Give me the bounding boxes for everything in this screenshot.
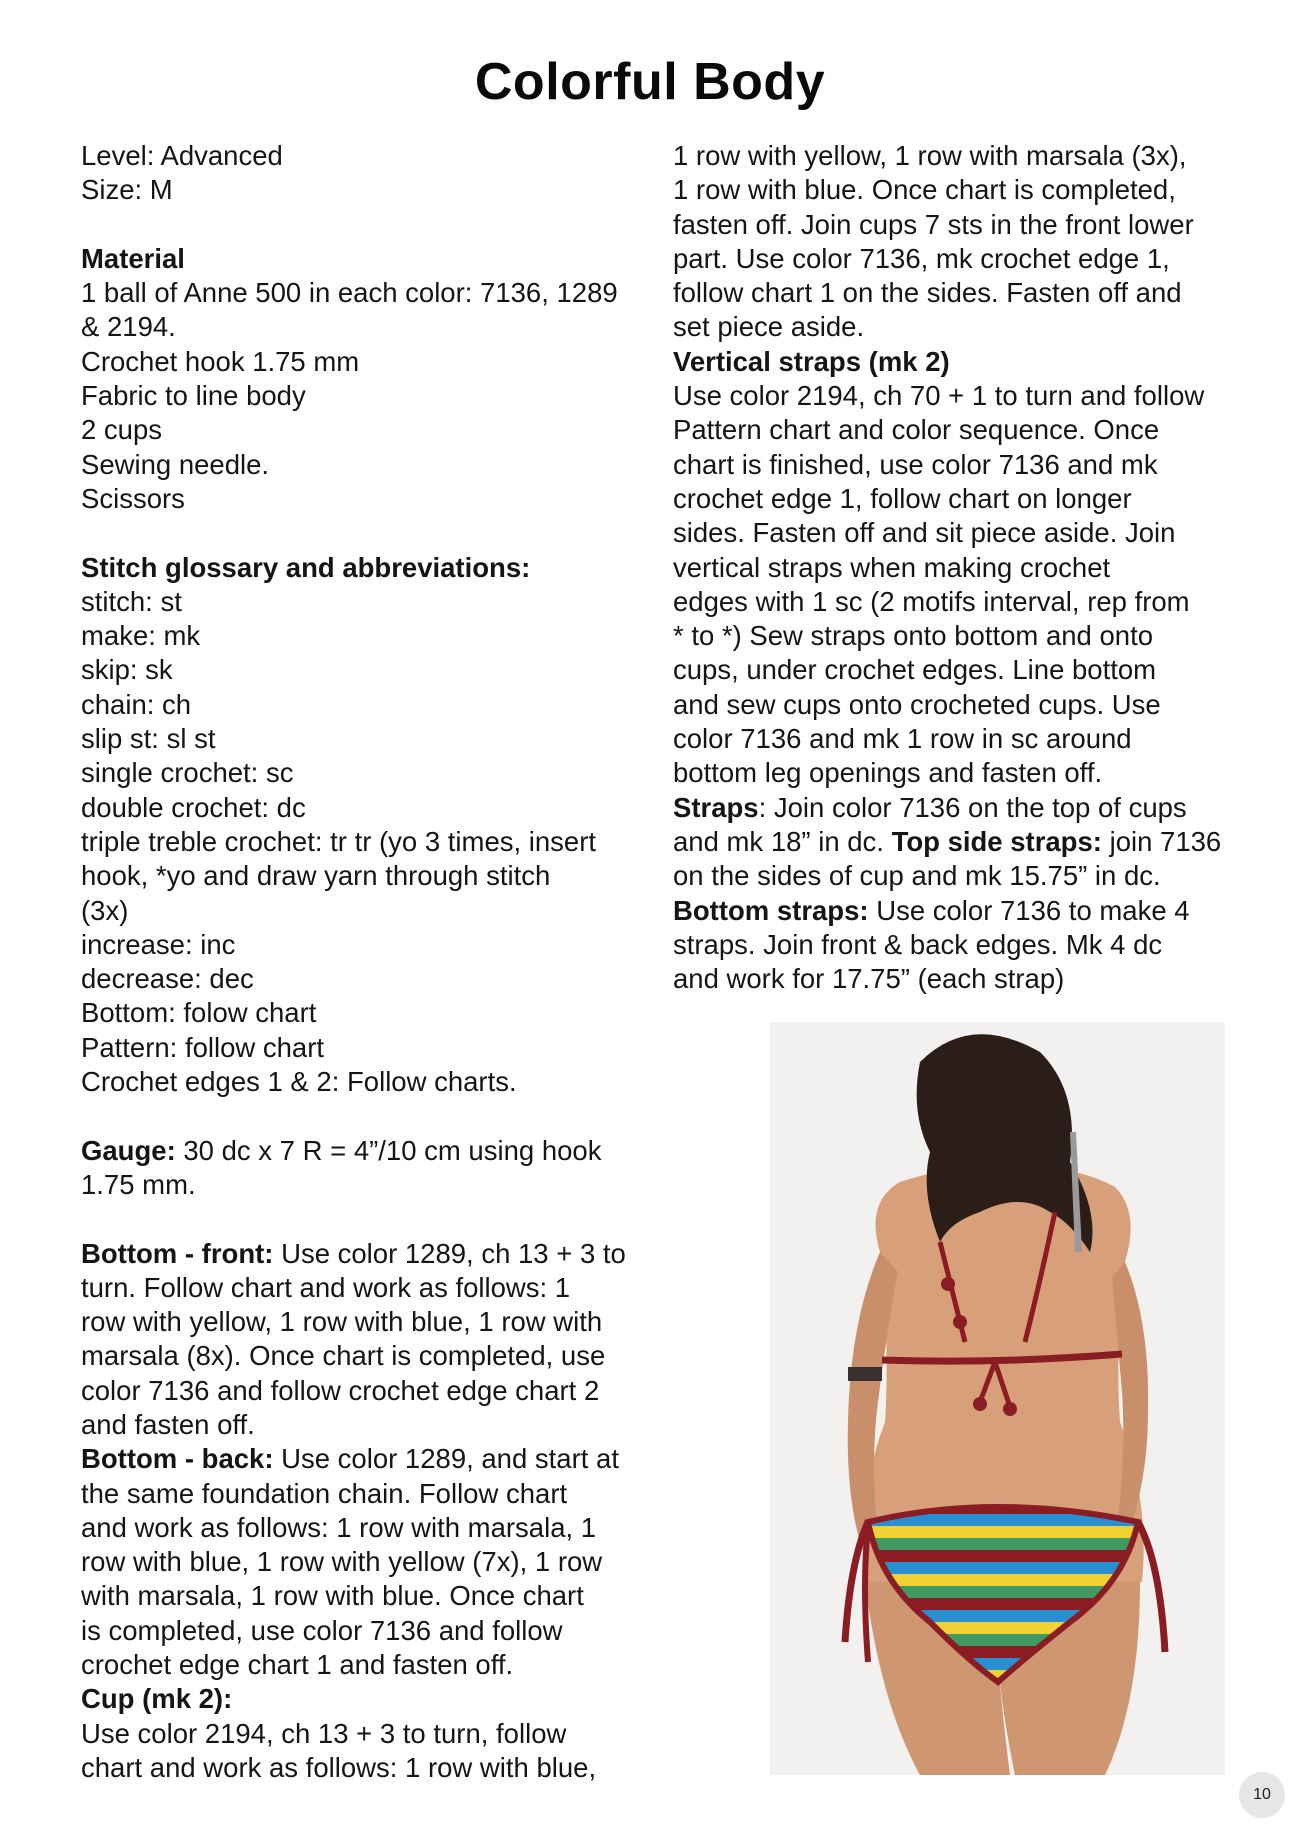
model-illustration	[770, 1022, 1225, 1775]
glossary-item: chain: ch	[81, 688, 192, 720]
bottom-back-line: is completed, use color 7136 and follow	[81, 1614, 563, 1646]
material-heading: Material	[81, 242, 185, 274]
vertical-straps-line: cups, under crochet edges. Line bottom	[673, 654, 1157, 686]
glossary-item: skip: sk	[81, 654, 173, 686]
glossary-item: Crochet edges 1 & 2: Follow charts.	[81, 1066, 517, 1098]
vertical-straps-line: crochet edge 1, follow chart on longer	[673, 482, 1132, 514]
glossary-item: increase: inc	[81, 928, 236, 960]
vertical-straps-line: bottom leg openings and fasten off.	[673, 757, 1103, 789]
vertical-straps-line: color 7136 and mk 1 row in sc around	[673, 723, 1132, 755]
glossary-item: single crochet: sc	[81, 757, 294, 789]
top-side-straps-label: Top side straps:	[891, 825, 1102, 857]
cup-heading: Cup (mk 2):	[81, 1683, 233, 1715]
bottom-front-line: color 7136 and follow crochet edge chart 2	[81, 1374, 600, 1406]
glossary-item: (3x)	[81, 894, 129, 926]
page-number-badge	[1239, 1772, 1285, 1818]
material-item: Crochet hook 1.75 mm	[81, 345, 360, 377]
straps-line	[673, 791, 1233, 825]
bottom-back-line	[81, 1442, 641, 1476]
top-side-straps-text: join 7136	[1101, 825, 1222, 857]
straps-label: Straps	[673, 791, 759, 823]
bottom-straps-line: and work for 17.75” (each strap)	[673, 963, 1065, 995]
glossary-item: triple treble crochet: tr tr (yo 3 times, insert	[81, 825, 597, 857]
glossary-item: Pattern: follow chart	[81, 1031, 325, 1063]
cup-cont-line: set piece aside.	[673, 311, 865, 343]
vertical-straps-line: Use color 2194, ch 70 + 1 to turn and follow	[673, 380, 1205, 412]
cup-cont-line: fasten off. Join cups 7 sts in the front lower	[673, 208, 1194, 240]
bottom-front-line: row with yellow, 1 row with blue, 1 row with	[81, 1306, 603, 1338]
page-number: 10	[1253, 1786, 1271, 1803]
material-item: Scissors	[81, 482, 185, 514]
bottom-front-text: Use color 1289, ch 13 + 3 to	[273, 1237, 626, 1269]
right-column	[673, 139, 1233, 996]
bottom-back-line: with marsala, 1 row with blue. Once chart	[81, 1580, 584, 1612]
cup-cont-line: part. Use color 7136, mk crochet edge 1,	[673, 242, 1170, 274]
straps-text: : Join color 7136 on the top of cups	[758, 791, 1187, 823]
bottom-back-line: the same foundation chain. Follow chart	[81, 1477, 568, 1509]
material-item: & 2194.	[81, 311, 176, 343]
bottom-straps-line	[673, 894, 1233, 928]
top-side-straps-line	[673, 825, 1233, 859]
gauge-label: Gauge:	[81, 1134, 176, 1166]
vertical-straps-line: and sew cups onto crocheted cups. Use	[673, 688, 1161, 720]
vertical-straps-line: * to *) Sew straps onto bottom and onto	[673, 620, 1154, 652]
cup-line: chart and work as follows: 1 row with blue,	[81, 1751, 597, 1783]
bottom-back-line: crochet edge chart 1 and fasten off.	[81, 1649, 514, 1681]
bottom-front-line: turn. Follow chart and work as follows: 1	[81, 1271, 571, 1303]
vertical-straps-line: Pattern chart and color sequence. Once	[673, 414, 1160, 446]
level-text: Level: Advanced	[81, 140, 283, 171]
glossary-item: slip st: sl st	[81, 723, 216, 755]
material-item: 1 ball of Anne 500 in each color: 7136, 1289	[81, 277, 618, 309]
model-photo	[770, 1022, 1225, 1775]
glossary-item: make: mk	[81, 620, 201, 652]
vertical-straps-heading: Vertical straps (mk 2)	[673, 345, 950, 377]
bottom-straps-line: straps. Join front & back edges. Mk 4 dc	[673, 928, 1163, 960]
bottom-straps-label: Bottom straps:	[673, 894, 869, 926]
vertical-straps-line: edges with 1 sc (2 motifs interval, rep from	[673, 585, 1190, 617]
bottom-front-line	[81, 1237, 641, 1271]
glossary-item: hook, *yo and draw yarn through stitch	[81, 860, 551, 892]
material-item: Fabric to line body	[81, 380, 306, 412]
glossary-item: double crochet: dc	[81, 791, 306, 823]
glossary-item: Bottom: folow chart	[81, 997, 317, 1029]
gauge-line-2: 1.75 mm.	[81, 1168, 196, 1200]
bottom-back-line: and work as follows: 1 row with marsala, 1	[81, 1511, 597, 1543]
cup-cont-line: 1 row with blue. Once chart is completed,	[673, 174, 1176, 206]
material-item: 2 cups	[81, 414, 163, 446]
bottom-straps-text: Use color 7136 to make 4	[868, 894, 1190, 926]
glossary-heading: Stitch glossary and abbreviations:	[81, 551, 531, 583]
gauge-text: 30 dc x 7 R = 4”/10 cm using hook	[175, 1134, 602, 1166]
glossary-item: decrease: dec	[81, 963, 254, 995]
glossary-item: stitch: st	[81, 585, 182, 617]
left-column	[81, 139, 641, 1785]
bottom-back-line: row with blue, 1 row with yellow (7x), 1 row	[81, 1546, 603, 1578]
bottom-back-text: Use color 1289, and start at	[273, 1443, 619, 1475]
material-item: Sewing needle.	[81, 448, 270, 480]
cup-cont-line: 1 row with yellow, 1 row with marsala (3x),	[673, 140, 1187, 171]
cup-line: Use color 2194, ch 13 + 3 to turn, follow	[81, 1717, 567, 1749]
bottom-front-label: Bottom - front:	[81, 1237, 274, 1269]
cup-cont-line: follow chart 1 on the sides. Fasten off and	[673, 277, 1182, 309]
vertical-straps-line: chart is finished, use color 7136 and mk	[673, 448, 1158, 480]
bottom-front-line: and fasten off.	[81, 1408, 255, 1440]
top-side-straps-line-2: on the sides of cup and mk 15.75” in dc.	[673, 860, 1161, 892]
straps-text-cont: and mk 18” in dc.	[673, 825, 892, 857]
vertical-straps-line: sides. Fasten off and sit piece aside. Join	[673, 517, 1176, 549]
page-title: Colorful Body	[474, 53, 826, 111]
size-text: Size: M	[81, 174, 173, 206]
bottom-front-line: marsala (8x). Once chart is completed, use	[81, 1340, 606, 1372]
vertical-straps-line: vertical straps when making crochet	[673, 551, 1111, 583]
bottom-back-label: Bottom - back:	[81, 1443, 274, 1475]
gauge-line	[81, 1134, 641, 1168]
